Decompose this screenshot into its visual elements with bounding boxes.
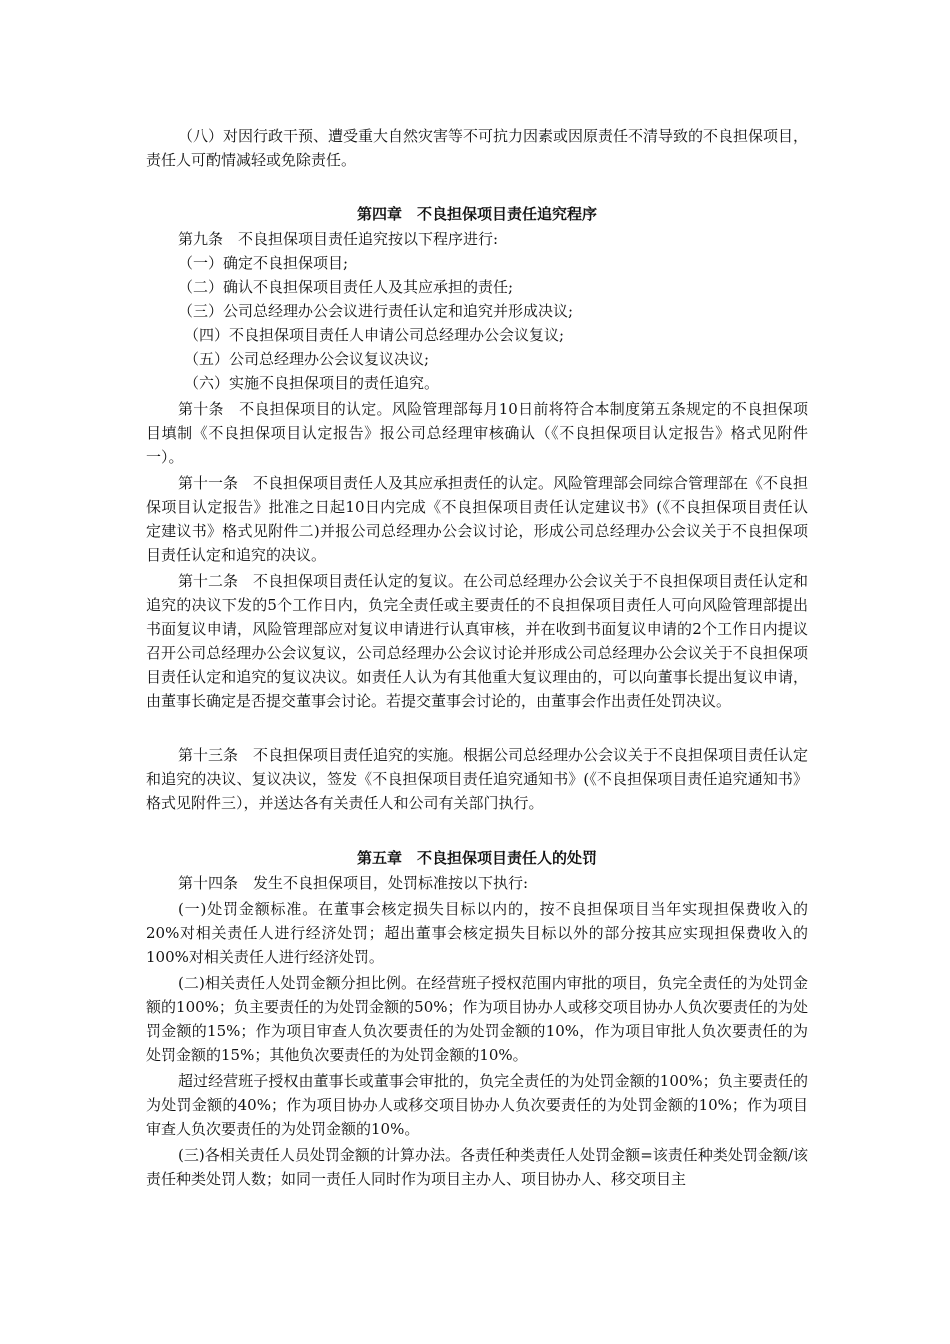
article14-item-3: (三)各相关责任人员处罚金额的计算办法。各责任种类责任人处罚金额=该责任种类处罚金额/该责任种类处罚人数；如同一责任人同时作为项目主办人、项目协办人、移交项目主 <box>146 1146 808 1188</box>
article13: 第十三条 不良担保项目责任追究的实施。根据公司总经理办公会议关于不良担保项目责任认定和追究的决议、复议决议，签发《不良担保项目责任追究通知书》(《不良担保项目责任追究通知书》格式见附件三），并送达各有关责任人和公司有关部门执行。 <box>146 746 809 812</box>
article9-item-3: （三）公司总经理办公会议进行责任认定和追究并形成决议; <box>178 302 574 320</box>
article9-item-6: （六）实施不良担保项目的责任追究。 <box>184 374 440 392</box>
article10: 第十条 不良担保项目的认定。风险管理部每月10日前将符合本制度第五条规定的不良担保项目填制《不良担保项目认定报告》报公司总经理审核确认（《不良担保项目认定报告》格式见附件一）。 <box>146 400 808 466</box>
article9-item-5: （五）公司总经理办公会议复议决议; <box>184 350 430 368</box>
article14: 第十四条 发生不良担保项目，处罚标准按以下执行: <box>178 874 529 892</box>
article9-item-1: （一）确定不良担保项目; <box>178 254 349 272</box>
article12: 第十二条 不良担保项目责任认定的复议。在公司总经理办公会议关于不良担保项目责任认定和追究的决议下发的5个工作日内，负完全责任或主要责任的不良担保项目责任人可向风险管理部提出书面复议申请，风险管理部应对复议申请进行认真审核，并在收到书面复议申请的2个工作日内提议召开公司总经理办公会议复议，公司总经理办公会议讨论并形成公司总经理办公会议关于不良担保项目责任认定和追究的复议决议。如责任人认为有其他重大复议理由的，可以向董事长提出复议申请，由董事长确定是否提交董事会讨论。若提交董事会讨论的，由董事会作出责任处罚决议。 <box>146 572 809 710</box>
article9: 第九条 不良担保项目责任追究按以下程序进行: <box>178 230 499 248</box>
chapter4-title: 第四章 不良担保项目责任追究程序 <box>356 205 597 223</box>
article9-item-4: （四）不良担保项目责任人申请公司总经理办公会议复议; <box>184 326 565 344</box>
paragraph-article8-item8: （八）对因行政干预、遭受重大自然灾害等不可抗力因素或因原责任不清导致的不良担保项目，责任人可酌情减轻或免除责任。 <box>146 127 809 169</box>
article9-item-2: （二）确认不良担保项目责任人及其应承担的责任; <box>178 278 514 296</box>
chapter5-title: 第五章 不良担保项目责任人的处罚 <box>356 849 597 867</box>
article14-item-1: (一)处罚金额标准。在董事会核定损失目标以内的，按不良担保项目当年实现担保费收入的20%对相关责任人进行经济处罚；超出董事会核定损失目标以外的部分按其应实现担保费收入的100%对相关责任人进行经济处罚。 <box>146 900 808 966</box>
article11: 第十一条 不良担保项目责任人及其应承担责任的认定。风险管理部会同综合管理部在《不良担保项目认定报告》批准之日起10日内完成《不良担保项目责任认定建议书》(《不良担保项目责任认定建议书》格式见附件二)并报公司总经理办公会议讨论，形成公司总经理办公会议关于不良担保项目责任认定和追究的决议。 <box>146 474 809 564</box>
article14-item-2-continued: 超过经营班子授权由董事长或董事会审批的，负完全责任的为处罚金额的100%；负主要责任的为处罚金额的40%；作为项目协办人或移交项目协办人负次要责任的为处罚金额的10%；作为项目审查人负次要责任的为处罚金额的10%。 <box>146 1072 808 1138</box>
article14-item-2: (二)相关责任人处罚金额分担比例。在经营班子授权范围内审批的项目，负完全责任的为处罚金额的100%；负主要责任的为处罚金额的50%；作为项目协办人或移交项目协办人负次要责任的为处罚金额的15%；作为项目审查人负次要责任的为处罚金额的10%，作为项目审批人负次要责任的为处罚金额的15%；其他负次要责任的为处罚金额的10%。 <box>146 974 808 1064</box>
